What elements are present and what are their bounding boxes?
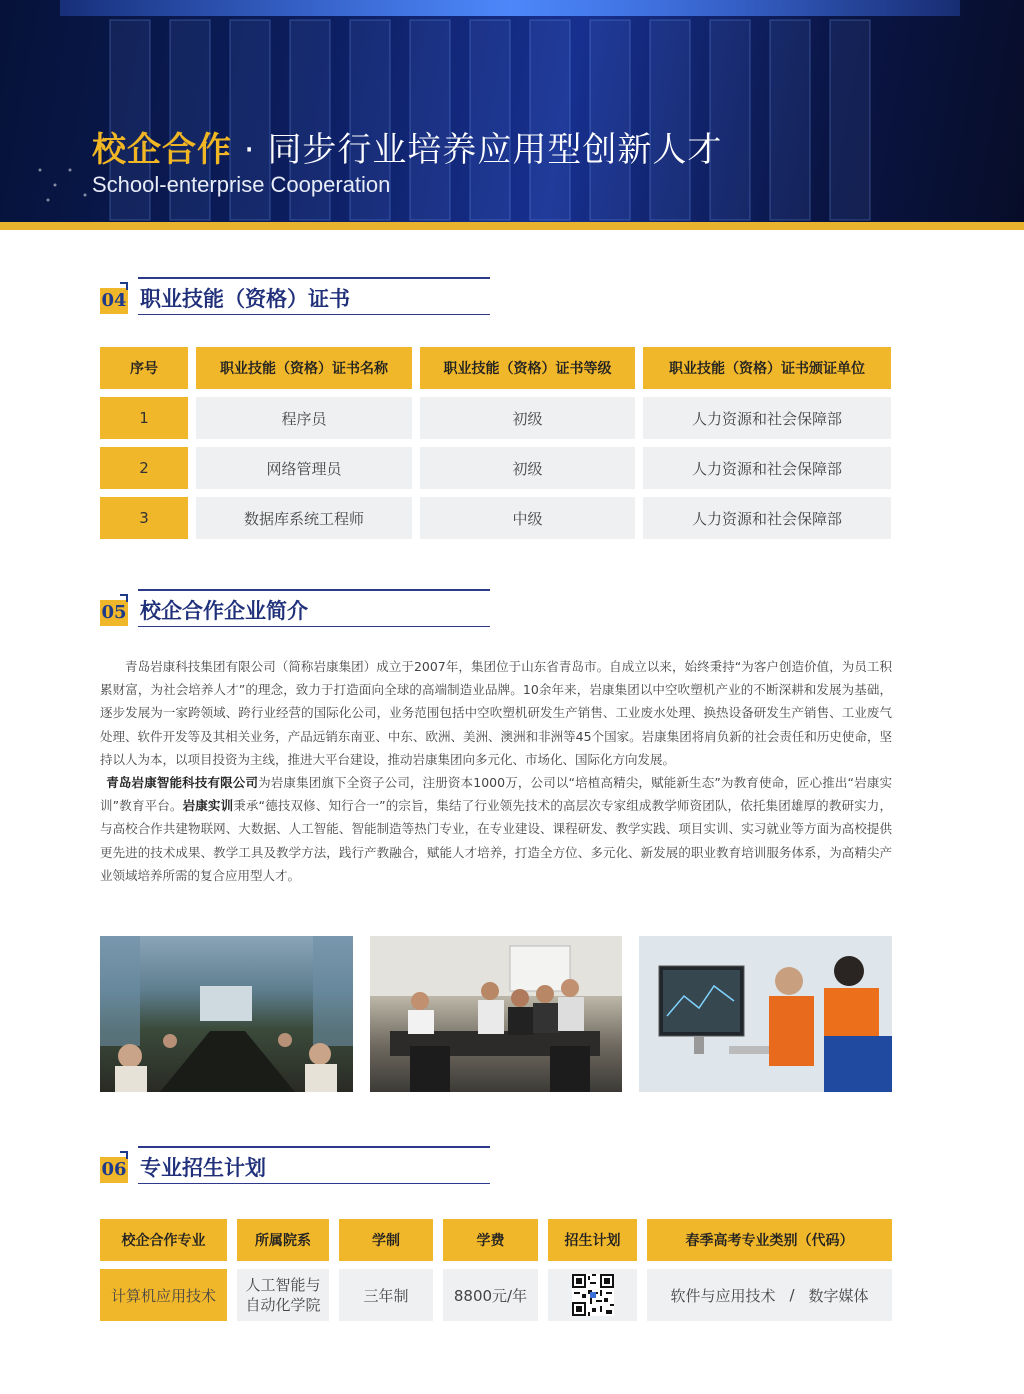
section-title: 校企合作企业简介 [140, 599, 308, 623]
page-title [92, 122, 722, 171]
platform-name: 岩康实训 [182, 798, 234, 814]
table-cell: 初级 [420, 447, 635, 489]
plan-cell [548, 1269, 637, 1321]
dept-line: 人工智能与 [245, 1276, 321, 1294]
table-cell: 数据库系统工程师 [196, 497, 412, 539]
table-row [100, 497, 892, 539]
table-cell: 2 [100, 447, 188, 489]
header-cell: 春季高考专业类别（代码） [647, 1219, 892, 1261]
category-cell [647, 1269, 892, 1321]
table-cell: 1 [100, 397, 188, 439]
category-a: 软件与应用技术 [670, 1286, 776, 1305]
table-cell: 程序员 [196, 397, 412, 439]
section-title: 职业技能（资格）证书 [140, 287, 350, 311]
section-title: 专业招生计划 [140, 1156, 266, 1180]
header-cell: 所属院系 [237, 1219, 329, 1261]
corner-mark-icon [120, 1151, 128, 1159]
intro-paragraph-2 [100, 771, 892, 887]
heading-line-top [138, 277, 490, 279]
header-cell: 学费 [443, 1219, 538, 1261]
fee-cell: 8800元/年 [443, 1269, 538, 1321]
table-cell: 中级 [420, 497, 635, 539]
table-row [100, 447, 892, 489]
category-b: 数字媒体 [808, 1286, 869, 1305]
table-cell: 人力资源和社会保障部 [643, 497, 891, 539]
table-header-row [100, 347, 892, 389]
heading-line-top [138, 1146, 490, 1148]
gold-divider [0, 222, 1024, 230]
enrollment-table [100, 1219, 892, 1329]
header-cell: 序号 [100, 347, 188, 389]
header-cell: 职业技能（资格）证书名称 [196, 347, 412, 389]
heading-line-bottom [138, 626, 490, 627]
intro-text: 秉承“德技双修、知行合一”的宗旨，集结了行业领先技术的高层次专家组成教学师资团队，依托集团雄厚的教研实力，与高校合作共建物联网、大数据、人工智能、智能制造等热门专业，在专业建设、课程研发、教学实践、项目实训、实习就业等方面为高校提供更先进的技术成果、教学工具及教学方法，践行产教融合，赋能人才培养，打造全方位、多元化、新发展的职业教育培训服务体系，为高精尖产业领域培养所需的复合应用型人才。 [100, 798, 892, 883]
title-rest: 同步行业培养应用型创新人才 [267, 130, 723, 170]
header-cell: 学制 [339, 1219, 433, 1261]
category-separator: / [789, 1286, 795, 1304]
qr-code-icon [572, 1274, 614, 1316]
heading-line-bottom [138, 314, 490, 315]
company-intro [100, 655, 892, 887]
heading-line-top [138, 589, 490, 591]
table-cell: 网络管理员 [196, 447, 412, 489]
section-number: 05 [100, 600, 128, 626]
banner-light-strip [60, 0, 960, 16]
intro-paragraph-1: 青岛岩康科技集团有限公司（简称岩康集团）成立于2007年，集团位于山东省青岛市。自成立以来，始终秉持“为客户创造价值，为员工积累财富，为社会培养人才”的理念，致力于打造面向全球的高端制造业品牌。10余年来，岩康集团以中空吹塑机产业的不断深耕和发展为基础，逐步发展为一家跨领域、跨行业经营的国际化公司，业务范围包括中空吹塑机研发生产销售、工业废水处理、换热设备研发生产销售、工业废气处理、软件开发等及其相关业务，产品远销东南亚、中东、欧洲、美洲、澳洲和非洲等45个国家。岩康集团将肩负新的社会责任和历史使命，坚持以人为本，以项目投资为主线，推进大平台建设，推动岩康集团向多元化、市场化、国际化方向发展。 [100, 659, 892, 767]
table-cell: 初级 [420, 397, 635, 439]
title-highlight: 校企合作 [92, 130, 232, 170]
heading-line-bottom [138, 1183, 490, 1184]
dept-line: 自动化学院 [245, 1296, 321, 1314]
header-cell: 职业技能（资格）证书颁证单位 [643, 347, 891, 389]
header-cell: 职业技能（资格）证书等级 [420, 347, 635, 389]
photo-strip [100, 936, 892, 1092]
table-header-row [100, 1219, 892, 1261]
section-number: 04 [100, 288, 128, 314]
header-cell: 招生计划 [548, 1219, 637, 1261]
computer-lab-photo [639, 936, 892, 1092]
intro-text: 为岩康集团旗下全资子公司，注册资本1000万，公司以“培植高精尖，赋能新生态”为教育使命，匠心推出“岩康实训”教育平台。 [100, 775, 892, 814]
meeting-room-photo [100, 936, 353, 1092]
page-subtitle: School-enterprise Cooperation [92, 172, 391, 197]
corner-mark-icon [120, 282, 128, 290]
department-cell [237, 1269, 329, 1321]
corner-mark-icon [120, 594, 128, 602]
section-number: 06 [100, 1157, 128, 1183]
title-separator: · [232, 130, 268, 170]
company-name: 青岛岩康智能科技有限公司 [106, 775, 259, 791]
table-row [100, 397, 892, 439]
office-discussion-photo [370, 936, 623, 1092]
header-cell: 校企合作专业 [100, 1219, 227, 1261]
table-row [100, 1269, 892, 1321]
header-banner [0, 0, 1024, 222]
table-cell: 人力资源和社会保障部 [643, 447, 891, 489]
years-cell: 三年制 [339, 1269, 433, 1321]
table-cell: 3 [100, 497, 188, 539]
major-cell: 计算机应用技术 [100, 1269, 227, 1321]
cert-table [100, 347, 892, 547]
table-cell: 人力资源和社会保障部 [643, 397, 891, 439]
